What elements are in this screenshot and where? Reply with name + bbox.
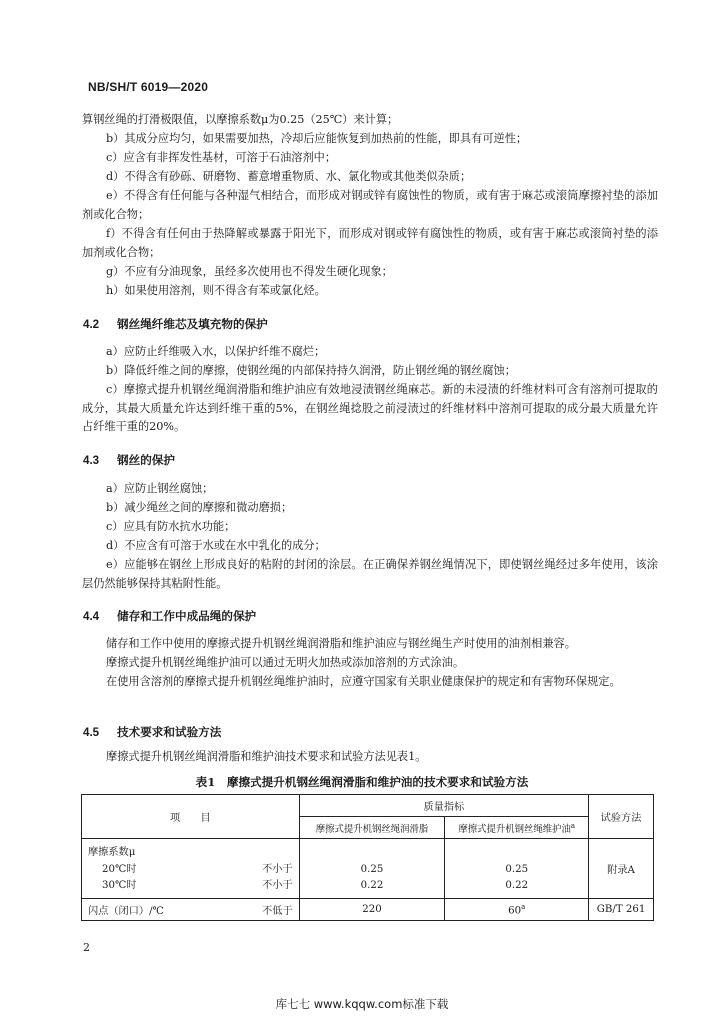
flash-item-cell [82, 899, 300, 921]
section-title: 技术要求和试验方法 [117, 725, 222, 739]
section-title: 储存和工作中成品绳的保护 [117, 609, 257, 623]
section-title: 钢丝的保护 [117, 453, 175, 467]
header-quality: 质量指标 [299, 795, 588, 817]
header-item: 项 目 [82, 795, 300, 839]
value: 0.22 [360, 879, 384, 891]
section-number: 4.5 [83, 726, 100, 739]
value: 0.25 [505, 863, 529, 875]
spec-table [81, 794, 654, 921]
section-heading-4-2 [83, 316, 268, 332]
list-item: c）应含有非挥发性基材，可溶于石油溶剂中； [106, 151, 337, 164]
footnote-mark: a [570, 821, 576, 830]
flash-grease-value: 220 [299, 899, 445, 921]
flash-oil-cell [445, 899, 589, 921]
list-item: c）应具有防水抗水功能； [106, 520, 236, 533]
friction-row-30 [88, 878, 293, 894]
flash-row [88, 902, 293, 917]
section-number: 4.2 [83, 318, 100, 331]
table-row [82, 839, 654, 899]
list-item: b）降低纤维之间的摩擦，使钢丝绳的内部保持持久润滑，防止钢丝绳的钢丝腐蚀； [106, 364, 516, 377]
friction-method: 附录A [589, 839, 654, 899]
list-item: b）其成分应均匀，如果需要加热，冷却后应能恢复到加热前的性能，即具有可逆性； [106, 132, 528, 145]
footnote-mark: a [521, 902, 526, 911]
list-item: e）应能够在钢丝上形成良好的粘附的封闭的涂层。在正确保养钢丝绳情况下，即使钢丝绳经过多年使用，该涂层仍然能够保持其粘附性能。 [82, 558, 658, 590]
table-header-row [82, 795, 654, 817]
list-item: f）不得含有任何由于热降解或暴露于阳光下，而形成对钢或锌有腐蚀性的物质，或有害于麻芯或滚筒衬垫的添加剂或化合物； [82, 227, 658, 259]
list-item: d）不得含有砂砾、研磨物、蓄意增重物质、水、氯化物或其他类似杂质； [106, 170, 472, 183]
paragraph: 摩擦式提升机钢丝绳润滑脂和维护油技术要求和试验方法见表1。 [106, 750, 427, 763]
header-method: 试验方法 [589, 795, 654, 839]
list-item: b）减少绳丝之间的摩擦和微动磨损； [106, 501, 293, 514]
section-number: 4.4 [83, 610, 100, 623]
paragraph: 摩擦式提升机钢丝绳维护油可以通过无明火加热或添加溶剂的方式涂油。 [106, 656, 465, 669]
list-item: e）不得含有任何能与各种湿气相结合，而形成对钢或锌有腐蚀性的物质，或有害于麻芯或滚筒摩擦衬垫的添加剂或化合物； [82, 189, 658, 221]
flash-method: GB/T 261 [589, 899, 654, 921]
limit-label: 不低于 [262, 906, 293, 917]
section-heading-4-4 [83, 608, 256, 624]
table-caption: 表1 摩擦式提升机钢丝绳润滑脂和维护油的技术要求和试验方法 [195, 775, 529, 789]
header-oil [445, 817, 589, 839]
list-item: g）不应有分油现象，虽经多次使用也不得发生硬化现象； [106, 265, 393, 278]
friction-row-20 [88, 862, 293, 878]
friction-label: 摩擦系数μ [88, 847, 136, 858]
section-number: 4.3 [83, 454, 100, 467]
header-oil-label: 摩擦式提升机钢丝绳维护油 [458, 823, 571, 835]
section-heading-4-5 [83, 724, 221, 740]
paragraph: 储存和工作中使用的摩擦式提升机钢丝绳润滑脂和维护油应与钢丝绳生产时使用的油剂相兼容。 [106, 637, 576, 650]
header-grease: 摩擦式提升机钢丝绳润滑脂 [299, 817, 445, 839]
list-item: c）摩擦式提升机钢丝绳润滑脂和维护油应有效地浸渍钢丝绳麻芯。新的未浸渍的纤维材料可含有溶剂可提取的成分，其最大质量允许达到纤维干重的5%，在钢丝绳捻股之前浸渍过的纤维材料中溶剂可提取的成分最大质量允许占纤维干重的20%。 [82, 383, 658, 434]
list-item: a）应防止纤维吸入水，以保护纤维不腐烂； [106, 345, 326, 358]
friction-oil-values [445, 839, 589, 899]
section-title: 钢丝绳纤维芯及填充物的保护 [117, 317, 268, 331]
limit-label: 不小于 [262, 864, 293, 875]
list-item: a）应防止钢丝腐蚀； [106, 482, 214, 495]
temp-label: 20℃时 [102, 864, 137, 875]
paragraph: 算钢丝绳的打滑极限值，以摩擦系数μ为0.25（25℃）来计算； [82, 113, 399, 126]
table-row [82, 899, 654, 921]
temp-label: 30℃时 [102, 880, 137, 891]
value: 0.22 [505, 879, 529, 891]
value: 0.25 [360, 863, 384, 875]
flash-oil-value: 60 [508, 905, 522, 917]
flash-label: 闪点（闭口）/℃ [88, 906, 164, 917]
standard-code: NB/SH/T 6019—2020 [88, 80, 209, 94]
paragraph: 在使用含溶剂的摩擦式提升机钢丝绳维护油时，应遵守国家有关职业健康保护的规定和有害物环保规定。 [106, 675, 621, 688]
page-number: 2 [83, 941, 90, 954]
limit-label: 不小于 [262, 880, 293, 891]
footer-watermark: 库七七 www.kqqw.com标准下载 [275, 997, 449, 1011]
friction-item-cell [82, 839, 300, 899]
list-item: d）不应含有可溶于水或在水中乳化的成分； [106, 539, 326, 552]
friction-grease-values [299, 839, 445, 899]
list-item: h）如果使用溶剂，则不得含有苯或氯化烃。 [106, 284, 326, 297]
section-heading-4-3 [83, 452, 175, 468]
